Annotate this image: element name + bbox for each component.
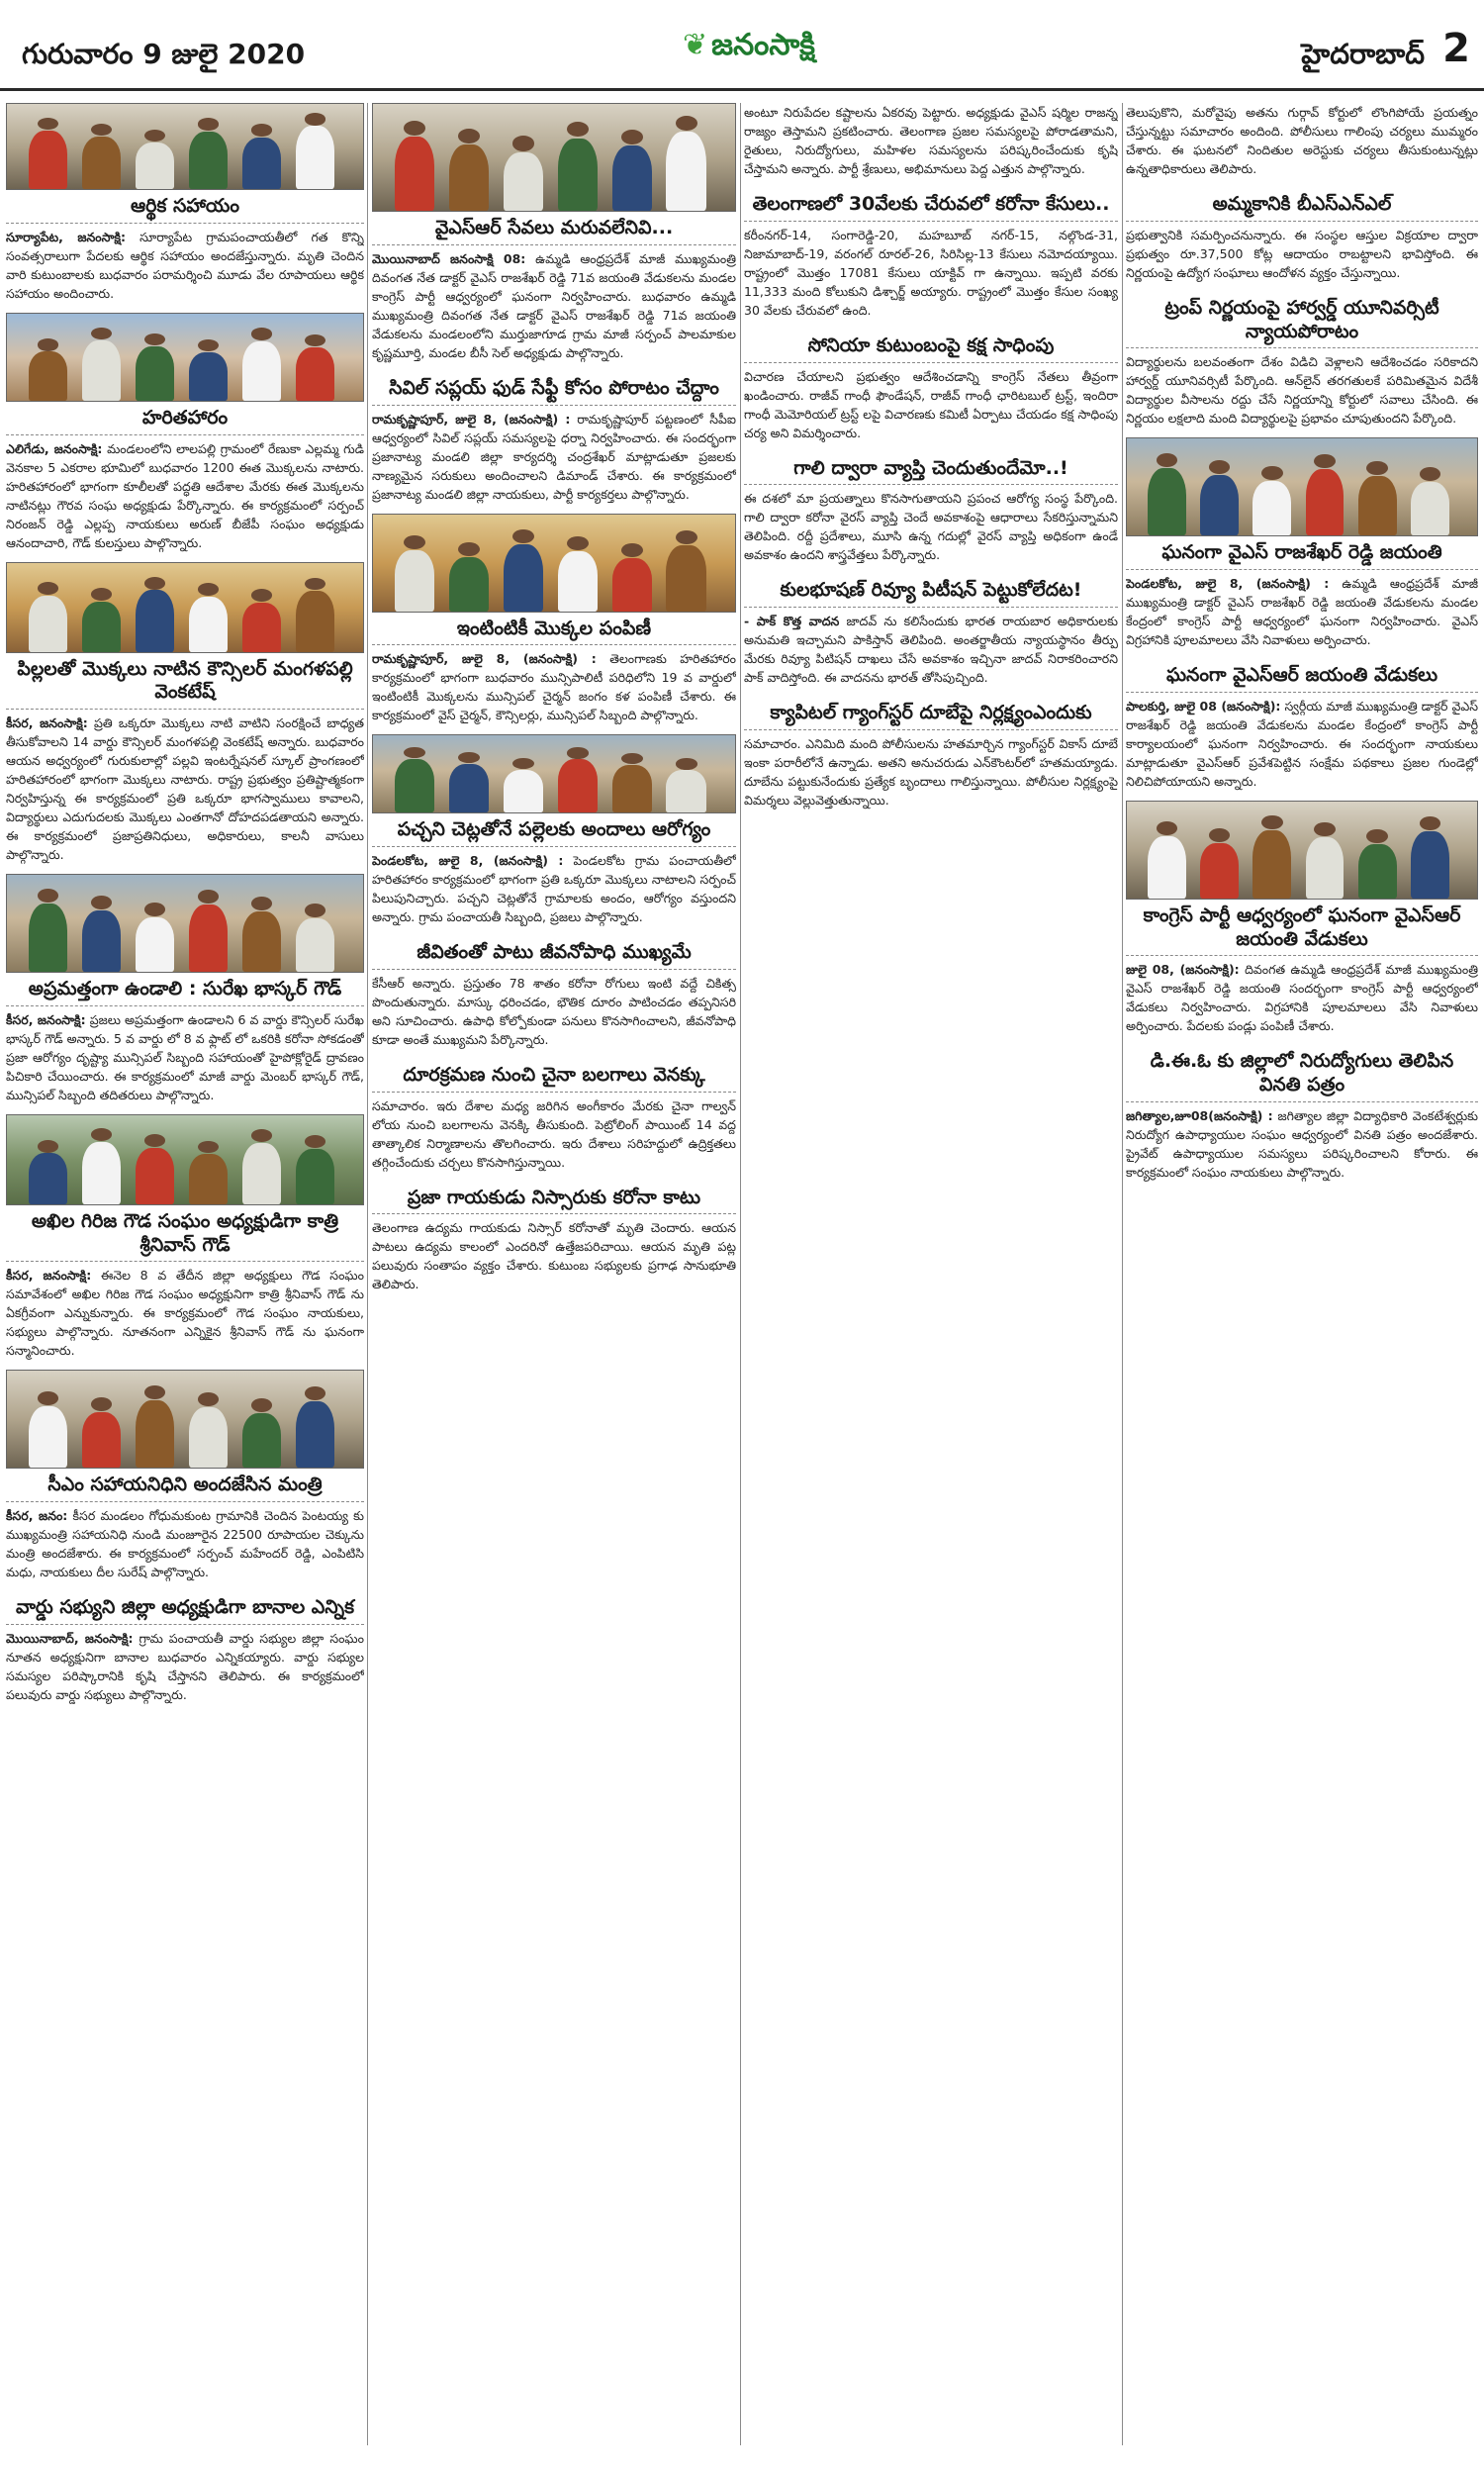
edition-city: హైదరాబాద్ <box>1301 38 1425 70</box>
story-body <box>372 249 736 362</box>
story-headline: ఆర్థిక సహాయం <box>6 190 364 224</box>
story-headline: అఖిల గిరిజ గౌడ సంఘం అధ్యక్షుడిగా కాత్రి శ్రీనివాస్ గౌడ్ <box>6 1205 364 1263</box>
news-photo <box>6 313 364 402</box>
news-story <box>6 313 364 552</box>
story-text: ఈ దశలో మా ప్రయత్నాలు కొనసాగుతాయని ప్రపంచ ఆరోగ్య సంస్థ పేర్కొంది. గాలి ద్వారా కరోనా వైరస్ వ్యాప్తి చెందే అవకాశంపై ఆధారాలు సేకరిస్తున్నామని తెలిపింది. రద్దీ ప్రదేశాలు, మూసి ఉన్న గదుల్లో వైరస్ వ్యాప్తి అధికంగా ఉండే అవకాశం ఉందని శాస్త్రవేత్తలు పేర్కొన్నారు. <box>744 491 1118 563</box>
story-text: ప్రజలు అప్రమత్తంగా ఉండాలని 6 వ వార్డు కౌన్సిలర్ సురేఖ భాస్కర్ గౌడ్ అన్నారు. 5 వ వార్డు లో 8 వ ఫ్లాట్ లో ఒకరికి కరోనా సోకడంతో ప్రజా ఆరోగ్యం దృష్ట్యా మున్సిపల్ సిబ్బంది సహాయంతో హైపోక్లోరైడ్ ద్రావణం పిచికారి చేయించారు. ఈ కార్యక్రమంలో మాజీ వార్డు మెంబర్ భాస్కర్ గౌడ్, మున్సిపల్ సిబ్బంది తదితరులు పాల్గొన్నారు. <box>6 1011 364 1102</box>
column-divider <box>1122 103 1123 2445</box>
story-text: సమాచారం. ఇరు దేశాల మధ్య జరిగిన అంగీకారం మేరకు చైనా గాల్వన్ లోయ నుంచి బలగాలను వెనక్కి తీసుకుంది. పెట్రోలింగ్ పాయింట్ 14 వద్ద తాత్కాలిక నిర్మాణాలను తొలగించారు. ఇరు దేశాలు సరిహద్దులో ఉద్రిక్తతలు తగ్గించేందుకు చర్చలు కొనసాగిస్తున్నాయి. <box>372 1097 736 1170</box>
news-story <box>1126 292 1478 428</box>
news-story <box>372 372 736 504</box>
story-body <box>1126 574 1478 649</box>
story-text: పెండలకోట గ్రామ పంచాయతీలో హరితహారం కార్యక్రమంలో భాగంగా ప్రతి ఒక్కరూ మొక్కలు నాటాలని సర్పంచ్ పిలుపునిచ్చారు. పచ్చని చెట్లతోనే గ్రామాలకు అందం, ఆరోగ్యం వస్తుందని అన్నారు. గ్రామ పంచాయతీ సిబ్బంది, ప్రజలు పాల్గొన్నారు. <box>372 853 736 924</box>
column-4 <box>1126 103 1478 2445</box>
story-body <box>1126 960 1478 1035</box>
column-3 <box>744 103 1118 2445</box>
column-divider <box>740 103 741 2445</box>
story-dateline: పెండలకోట, జులై 8, (జనంసాక్షి) : <box>1126 576 1330 591</box>
story-headline: జీవితంతో పాటు జీవనోపాధి ముఖ్యమే <box>372 936 736 970</box>
story-body <box>744 103 1118 178</box>
story-body <box>6 1266 364 1360</box>
story-headline: సీఎం సహాయనిధిని అందజేసిన మంత్రి <box>6 1469 364 1502</box>
story-body <box>6 1506 364 1581</box>
news-story <box>744 103 1118 178</box>
story-headline: ఘనంగా వైఎస్ఆర్ జయంతి వేడుకలు <box>1126 659 1478 693</box>
story-text: సూర్యాపేట గ్రామపంచాయతీలో గత కొన్ని సంవత్సరాలుగా పేదలకు ఆర్థిక సహాయం అందజేస్తున్నారు. మృతి చెందిన వారి కుటుంబాలకు బుధవారం పరామర్శించి మూడు వేల రూపాయలు ఆర్థిక సహాయం అందించారు. <box>6 229 364 301</box>
news-story <box>1126 659 1478 791</box>
story-text: అంటూ నిరుపేదల కష్టాలను ఏకరవు పెట్టారు. అధ్యక్షుడు వైఎస్ షర్మిల రాజన్న రాజ్యం తెస్తామని ప్రకటించారు. తెలంగాణ ప్రజల సమస్యలపై పోరాడతామని, రైతులు, నిరుద్యోగులు, మహిళల సమస్యలను పరిష్కరించేందుకు కృషి చేస్తామని అన్నారు. పార్టీ శ్రేణులు, అభిమానులు పెద్ద ఎత్తున పాల్గొన్నారు. <box>744 105 1118 176</box>
story-dateline: కీసర, జనంసాక్షి: <box>6 715 88 730</box>
story-dateline: సూర్యాపేట, జనంసాక్షి: <box>6 229 126 244</box>
news-story <box>6 562 364 865</box>
story-text: ఈనెల 8 వ తేదీన జిల్లా అధ్యక్షులు గౌడ సంఘం సమావేశంలో అఖిల గిరిజ గౌడ సంఘం అధ్యక్షునిగా కాత్రి శ్రీనివాస్ గౌడ్ ను ఏకగ్రీవంగా ఎన్నుకున్నారు. ఈ కార్యక్రమంలో గౌడ సంఘం నాయకులు, సభ్యులు పాల్గొన్నారు. నూతనంగా ఎన్నికైన శ్రీనివాస్ గౌడ్ ను ఘనంగా సన్మానించారు. <box>6 1268 364 1359</box>
leaf-icon: ❦ <box>683 28 708 62</box>
news-story <box>1126 801 1478 1036</box>
story-text: కీసర మండలం గోధుమకుంట గ్రామానికి చెందిన పెంటయ్య కు ముఖ్యమంత్రి సహాయనిధి నుండి మంజూరైన 22500 రూపాయల చెక్కును మంత్రి అందజేశారు. ఈ కార్యక్రమంలో సర్పంచ్ మహేందర్ రెడ్డి, ఎంపిటిసి మధు, నాయకులు దీల సురేష్ పాల్గొన్నారు. <box>6 1508 364 1579</box>
story-dateline: కీసర, జనంసాక్షి: <box>6 1011 86 1027</box>
story-text: విచారణ చేయాలని ప్రభుత్వం ఆదేశించడాన్ని కాంగ్రెస్ నేతలు తీవ్రంగా ఖండించారు. రాజీవ్ గాంధీ ఫౌండేషన్, రాజీవ్ గాంధీ ఛారిటబుల్ ట్రస్ట్, ఇందిరా గాంధీ మెమోరియల్ ట్రస్ట్ లపై విచారణకు కమిటీ ఏర్పాటు చేయడం కక్ష సాధింపు చర్య అని విమర్శించారు. <box>744 368 1118 440</box>
news-photo <box>6 562 364 653</box>
story-text: జగిత్యాల జిల్లా విద్యాధికారి వెంకటేశ్వర్లుకు నిరుద్యోగ ఉపాధ్యాయుల సంఘం ఆధ్వర్యంలో వినతి పత్రం అందజేశారు. ప్రైవేట్ ఉపాధ్యాయుల సమస్యలు పరిష్కరించాలని కోరారు. ఈ కార్యక్రమంలో సంఘం నాయకులు పాల్గొన్నారు. <box>1126 1107 1478 1180</box>
news-photo <box>6 103 364 190</box>
news-story <box>1126 188 1478 282</box>
news-story <box>6 1591 364 1704</box>
story-text: విద్యార్థులను బలవంతంగా దేశం విడిచి వెళ్లాలని ఆదేశించడం సరికాదని హార్వర్డ్ యూనివర్సిటీ పేర్కొంది. ఆన్‌లైన్ తరగతులకే పరిమితమైన విదేశీ విద్యార్థుల వీసాలను రద్దు చేసే నిర్ణయాన్ని కోర్టులో సవాలు చేసింది. ఈ నిర్ణయం లక్షలాది మంది విద్యార్థులపై ప్రభావం చూపుతుందని పేర్కొంది. <box>1126 354 1478 427</box>
story-body <box>372 1218 736 1293</box>
story-headline: పిల్లలతో మొక్కలు నాటిన కౌన్సిలర్ మంగళపల్లి వెంకటేష్ <box>6 653 364 711</box>
story-body <box>1126 697 1478 791</box>
news-story <box>372 1059 736 1172</box>
story-text: మండలంలోని లాలపల్లి గ్రామంలో రేణుకా ఎల్లమ్మ గుడి వెనకాల 5 ఎకరాల భూమిలో బుధవారం 1200 ఈత మొక్కలను నాటారు. హరితహారంలో భాగంగా కూలీలతో పద్ధతి ఆదేశాల మేరకు ఈత మొక్కలను నాటినట్లు గౌరవ సంఘ అధ్యక్షుడు పేర్కొన్నారు. ఈ కార్యక్రమంలో సర్పంచ్ నిరంజన్ రెడ్డి ఎల్లప్ప నాయకులు అరుణ్ బీజేపీ సంఘం అధ్యక్షుడు ఆనందాచారి, గౌడ్ కులస్తులు పాల్గొన్నారు. <box>6 440 364 550</box>
news-story <box>372 734 736 926</box>
story-headline: హరితహారం <box>6 402 364 435</box>
story-text: స్వర్గీయ మాజీ ముఖ్యమంత్రి డాక్టర్ వైఎస్ రాజశేఖర్ రెడ్డి జయంతి వేడుకలను మండల కేంద్రంలో కాంగ్రెస్ పార్టీ కార్యాలయంలో ఘనంగా నిర్వహించారు. ఈ సందర్భంగా నాయకులు మాట్లాడుతూ వైఎస్ఆర్ ప్రవేశపెట్టిన సంక్షేమ పథకాలు ప్రజల గుండెల్లో నిలిచిపోయాయని అన్నారు. <box>1126 698 1478 789</box>
story-text: తెలుపుకొని, మరోవైపు అతను గుర్గావ్ కోర్టులో లొంగిపోయే ప్రయత్నం చేస్తున్నట్టు సమాచారం అందింది. పోలీసులు గాలింపు చర్యలు ముమ్మరం చేశారు. ఈ ఘటనలో నిందితుల అరెస్టుకు చర్యలు తీసుకుంటున్నట్లు ఉన్నతాధికారులు తెలిపారు. <box>1126 105 1478 176</box>
story-body <box>372 410 736 504</box>
news-photo <box>6 1370 364 1469</box>
story-headline: అప్రమత్తంగా ఉండాలి : సురేఖ భాస్కర్ గౌడ్ <box>6 973 364 1006</box>
story-dateline: మొయినాబాద్, జనంసాక్షి: <box>6 1630 134 1646</box>
masthead <box>0 0 1484 91</box>
news-story <box>6 1370 364 1581</box>
news-story <box>6 103 364 303</box>
story-body <box>6 1629 364 1704</box>
news-story <box>372 1182 736 1294</box>
story-body <box>744 226 1118 320</box>
story-headline: దూరక్రమణ నుంచి చైనా బలగాలు వెనక్కు <box>372 1059 736 1093</box>
story-body <box>372 851 736 926</box>
story-body <box>6 1010 364 1104</box>
story-body <box>1126 103 1478 178</box>
news-story <box>744 188 1118 320</box>
story-text: ప్రతి ఒక్కరూ మొక్కలు నాటి వాటిని సంరక్షించే బాధ్యత తీసుకోవాలని 14 వార్డు కౌన్సిలర్ మంగళపల్లి వెంకటేష్ అన్నారు. బుధవారం ఆయన అధ్వర్యంలో గురుకులాల్లో పల్లవి ఇంటర్నేషనల్ స్కూల్ ప్రాంగణంలో హరితహారంలో భాగంగా మొక్కలు నాటారు. రాష్ట్ర ప్రభుత్వం ప్రతిష్టాత్మకంగా నిర్వహిస్తున్న ఈ కార్యక్రమంలో ప్రతి ఒక్కరూ భాగస్వాములు కావాలని, విద్యార్థులు ఎదుగుదలకు మొక్కలు ఎంతగానో దోహదపడతాయని అన్నారు. ఈ కార్యక్రమంలో ప్రజాప్రతినిధులు, అధికారులు, కాలనీ వాసులు పాల్గొన్నారు. <box>6 715 364 862</box>
story-headline: డి.ఈ.ఓ కు జిల్లాలో నిరుద్యోగులు తెలిపిన వినతి పత్రం <box>1126 1045 1478 1102</box>
story-text: రామకృష్ణాపూర్ పట్టణంలో సీపీఐ ఆధ్వర్యంలో సివిల్ సప్లయ్ సమస్యలపై ధర్నా నిర్వహించారు. ఈ సందర్భంగా ప్రజానాట్య మండలి జిల్లా కార్యదర్శి చంద్రశేఖర్ మాట్లాడుతూ ప్రజలకు నాణ్యమైన సరుకులు అందించాలని డిమాండ్ చేశారు. ఈ కార్యక్రమంలో ప్రజానాట్య మండలి జిల్లా నాయకులు, పార్టీ కార్యకర్తలు పాల్గొన్నారు. <box>372 411 736 502</box>
story-headline: ఘనంగా వైఎస్ రాజశేఖర్ రెడ్డి జయంతి <box>1126 536 1478 570</box>
story-text: ప్రభుత్వానికి సమర్పించనున్నారు. ఈ సంస్థల ఆస్తుల విక్రయాల ద్వారా ప్రభుత్వం రూ.37,500 కోట్ల ఆదాయం రాబట్టాలని భావిస్తోంది. ఈ నిర్ణయంపై ఉద్యోగ సంఘాలు ఆందోళన వ్యక్తం చేస్తున్నాయి. <box>1126 227 1478 280</box>
news-photo <box>6 1114 364 1205</box>
story-dateline: జులై 08, (జనంసాక్షి): <box>1126 962 1240 978</box>
news-story <box>6 1114 364 1361</box>
news-photo <box>1126 437 1478 536</box>
column-2 <box>372 103 736 2445</box>
news-story <box>744 697 1118 809</box>
story-headline: పచ్చని చెట్లతోనే పల్లెలకు అందాలు ఆరోగ్యం <box>372 813 736 847</box>
story-body <box>6 228 364 303</box>
story-text: గ్రామ పంచాయతీ వార్డు సభ్యుల జిల్లా సంఘం నూతన అధ్యక్షునిగా బానాల బుధవారం ఎన్నికయ్యారు. వార్డు సభ్యుల సమస్యల పరిష్కారానికి కృషి చేస్తానని తెలిపారు. ఈ కార్యక్రమంలో పలువురు వార్డు సభ్యులు పాల్గొన్నారు. <box>6 1630 364 1702</box>
story-body <box>6 439 364 552</box>
story-dateline: జగిత్యాల,జూ08(జనంసాక్షి) : <box>1126 1107 1273 1123</box>
story-headline: తెలంగాణలో 30వేలకు చేరువలో కరోనా కేసులు.. <box>744 188 1118 222</box>
story-body <box>372 974 736 1049</box>
story-dateline: ఎలిగేడు, జనంసాక్షి: <box>6 440 103 456</box>
story-body <box>744 612 1118 687</box>
story-dateline: మొయినాబాద్ జనంసాక్షి 08: <box>372 250 526 266</box>
story-dateline: రామకృష్ణాపూర్, జులై 8, (జనంసాక్షి) : <box>372 651 597 667</box>
story-headline: కాంగ్రెస్ పార్టీ ఆధ్వర్యంలో ఘనంగా వైఎస్ఆర్ జయంతి వేడుకలు <box>1126 900 1478 957</box>
column-divider <box>367 103 368 2445</box>
story-headline: సోనియా కుటుంబంపై కక్ష సాధింపు <box>744 330 1118 363</box>
news-story <box>1126 437 1478 649</box>
newspaper-logo <box>683 28 815 69</box>
story-body <box>1126 352 1478 428</box>
story-text: తెలంగాణకు హరితహారం కార్యక్రమంలో భాగంగా బుధవారం మున్సిపాలిటీ పరిధిలోని 19 వ వార్డులో ఇంటింటికీ మొక్కలను మున్సిపల్ చైర్మన్ జంగం కళ పంపిణీ చేశారు. ఈ కార్యక్రమంలో వైస్ చైర్మన్, కౌన్సిలర్లు, మున్సిపల్ సిబ్బంది పాల్గొన్నారు. <box>372 651 736 723</box>
story-dateline: కీసర, జనం: <box>6 1508 68 1523</box>
news-story <box>744 330 1118 442</box>
news-story <box>744 452 1118 565</box>
story-body <box>372 1096 736 1172</box>
logo-text: జనంసాక్షి <box>711 28 815 62</box>
story-body <box>372 649 736 724</box>
news-story <box>1126 1045 1478 1182</box>
story-headline: అమ్మకానికి బీఎస్ఎన్ఎల్ <box>1126 188 1478 222</box>
story-headline: క్యాపిటల్ గ్యాంగ్‌స్టర్ దూబేపై నిర్లక్ష్యంఎందుకు <box>744 697 1118 730</box>
story-dateline: కీసర, జనంసాక్షి: <box>6 1268 92 1284</box>
story-headline: సివిల్ సప్లయ్ ఫుడ్ సేఫ్టీ కోసం పోరాటం చేద్దాం <box>372 372 736 406</box>
story-body <box>744 734 1118 809</box>
story-body <box>744 489 1118 564</box>
story-dateline: పాలకుర్తి, జులై 08 (జనంసాక్షి): <box>1126 698 1281 714</box>
story-body <box>1126 226 1478 282</box>
column-1 <box>6 103 364 2445</box>
story-headline: గాలి ద్వారా వ్యాప్తి చెందుతుందేమో..! <box>744 452 1118 486</box>
story-text: తెలంగాణ ఉద్యమ గాయకుడు నిస్సార్ కరోనాతో మృతి చెందారు. ఆయన పాటలు ఉద్యమ కాలంలో ఎందరినో ఉత్తేజపరిచాయి. ఆయన మృతి పట్ల పలువురు సంతాపం వ్యక్తం చేశారు. కుటుంబ సభ్యులకు ప్రగాఢ సానుభూతి తెలిపారు. <box>372 1220 736 1292</box>
story-headline: వైఎస్ఆర్ సేవలు మరువలేనివి... <box>372 212 736 245</box>
story-headline: కులభూషణ్ రివ్యూ పిటీషన్ పెట్టుకోలేదట! <box>744 574 1118 608</box>
news-story <box>372 936 736 1049</box>
story-text: జాదవ్ ను కలిసేందుకు భారత రాయబార అధికారులకు అనుమతి ఇచ్చామని పాకిస్తాన్ తెలిపింది. అంతర్జాతీయ న్యాయస్థానం తీర్పు మేరకు రివ్యూ పిటిషన్ దాఖలు చేసే అవకాశం ఇచ్చినా జాదవ్ నిరాకరించారని పాక్ వాదిస్తోంది. ఈ వాదనను భారత్ తోసిపుచ్చింది. <box>744 614 1118 685</box>
story-body <box>6 714 364 864</box>
story-text: సమాచారం. ఎనిమిది మంది పోలీసులను హతమార్చిన గ్యాంగ్‌స్టర్ వికాస్ దూబే ఇంకా పరారీలోనే ఉన్నాడు. అతని అనుచరుడు ఎన్‌కౌంటర్‌లో హతమయ్యాడు. దూబేను పట్టుకునేందుకు ప్రత్యేక బృందాలు గాలిస్తున్నాయి. పోలీసుల నిర్లక్ష్యంపై విమర్శలు వెల్లువెత్తుతున్నాయి. <box>744 735 1118 808</box>
story-text: కేసీఆర్ అన్నారు. ప్రస్తుతం 78 శాతం కరోనా రోగులు ఇంటి వద్దే చికిత్స పొందుతున్నారు. మాస్కు ధరించడం, భౌతిక దూరం పాటించడం తప్పనిసరి అని సూచించారు. ఉపాధి కోల్పోకుండా పనులు కొనసాగించాలని, జీవనోపాధి కూడా అంతే ముఖ్యమని పేర్కొన్నారు. <box>372 975 736 1047</box>
story-dateline: - పాక్ కొత్త వాదన <box>744 614 840 628</box>
story-text: దివంగత ఉమ్మడి ఆంధ్రప్రదేశ్ మాజీ ముఖ్యమంత్రి వైఎస్ రాజశేఖర్ రెడ్డి జయంతి సందర్భంగా కాంగ్రెస్ పార్టీ ఆధ్వర్యంలో వేడుకలు నిర్వహించారు. విగ్రహానికి పూలమాలలు వేసి నివాళులు అర్పించారు. పేదలకు పండ్లు పంపిణీ చేశారు. <box>1126 962 1478 1034</box>
story-headline: ఇంటింటికీ మొక్కల పంపిణీ <box>372 613 736 646</box>
issue-date: గురువారం 9 జులై 2020 <box>22 38 306 70</box>
story-body <box>744 367 1118 442</box>
news-story <box>744 574 1118 687</box>
page-number: 2 <box>1442 26 1470 71</box>
story-text: కరీంనగర్-14, సంగారెడ్డి-20, మహబూబ్ నగర్-15, నల్గొండ-31, నిజామాబాద్-19, వరంగల్ రూరల్-26, సిరిసిల్ల-13 కేసులు నమోదయ్యాయి. రాష్ట్రంలో మొత్తం 17081 కేసులు యాక్టివ్ గా ఉన్నాయి. ఇప్పటి వరకు 11,333 మంది కోలుకుని డిశ్చార్జ్ అయ్యారు. రాష్ట్రంలో మొత్తం కేసుల సంఖ్య 30 వేలకు చేరువలో ఉంది. <box>744 227 1118 318</box>
story-dateline: రామకృష్ణాపూర్, జులై 8, (జనంసాక్షి) : <box>372 411 571 427</box>
story-headline: వార్డు సభ్యుని జిల్లా అధ్యక్షుడిగా బానాల ఎన్నిక <box>6 1591 364 1625</box>
news-story <box>372 514 736 725</box>
story-text: ఉమ్మడి ఆంధ్రప్రదేశ్ మాజీ ముఖ్యమంత్రి డాక్టర్ వైఎస్ రాజశేఖర్ రెడ్డి జయంతి వేడుకలను మండల కేంద్రంలో కాంగ్రెస్ పార్టీ ఆధ్వర్యంలో ఘనంగా నిర్వహించారు. వైఎస్ విగ్రహానికి పూలమాలలు వేసి నివాళులు అర్పించారు. <box>1126 576 1478 647</box>
story-headline: ప్రజా గాయకుడు నిస్సారుకు కరోనా కాటు <box>372 1182 736 1215</box>
story-text: ఉమ్మడి ఆంధ్రప్రదేశ్ మాజీ ముఖ్యమంత్రి దివంగత నేత డాక్టర్ వైఎస్ రాజశేఖర్ రెడ్డి 71వ జయంతి వేడుకలను మండల కాంగ్రెస్ పార్టీ ఆధ్వర్యంలో ఘనంగా నిర్వహించారు. బుధవారం ఉమ్మడి ముఖ్యమంత్రి దివంగత నేత డాక్టర్ వైఎస్ రాజశేఖర్ రెడ్డి 71వ జయంతి వేడుకలను మండలంలోని ముర్తుజాగూడ గ్రామ మాజీ సర్పంచ్ పాలమాకుల కృష్ణమూర్తి, మండల బీసీ సెల్ అధ్యక్షుడు పాల్గొన్నారు. <box>372 250 736 360</box>
story-headline: ట్రంప్ నిర్ణయంపై హార్వర్డ్ యూనివర్సిటీ న్యాయపోరాటం <box>1126 292 1478 349</box>
story-body <box>1126 1106 1478 1182</box>
news-photo <box>6 874 364 973</box>
news-photo <box>372 734 736 813</box>
news-story <box>372 103 736 362</box>
story-dateline: పెండలకోట, జులై 8, (జనంసాక్షి) : <box>372 853 564 868</box>
news-photo <box>372 103 736 212</box>
news-story <box>6 874 364 1104</box>
news-photo <box>372 514 736 613</box>
news-photo <box>1126 801 1478 900</box>
news-story <box>1126 103 1478 178</box>
